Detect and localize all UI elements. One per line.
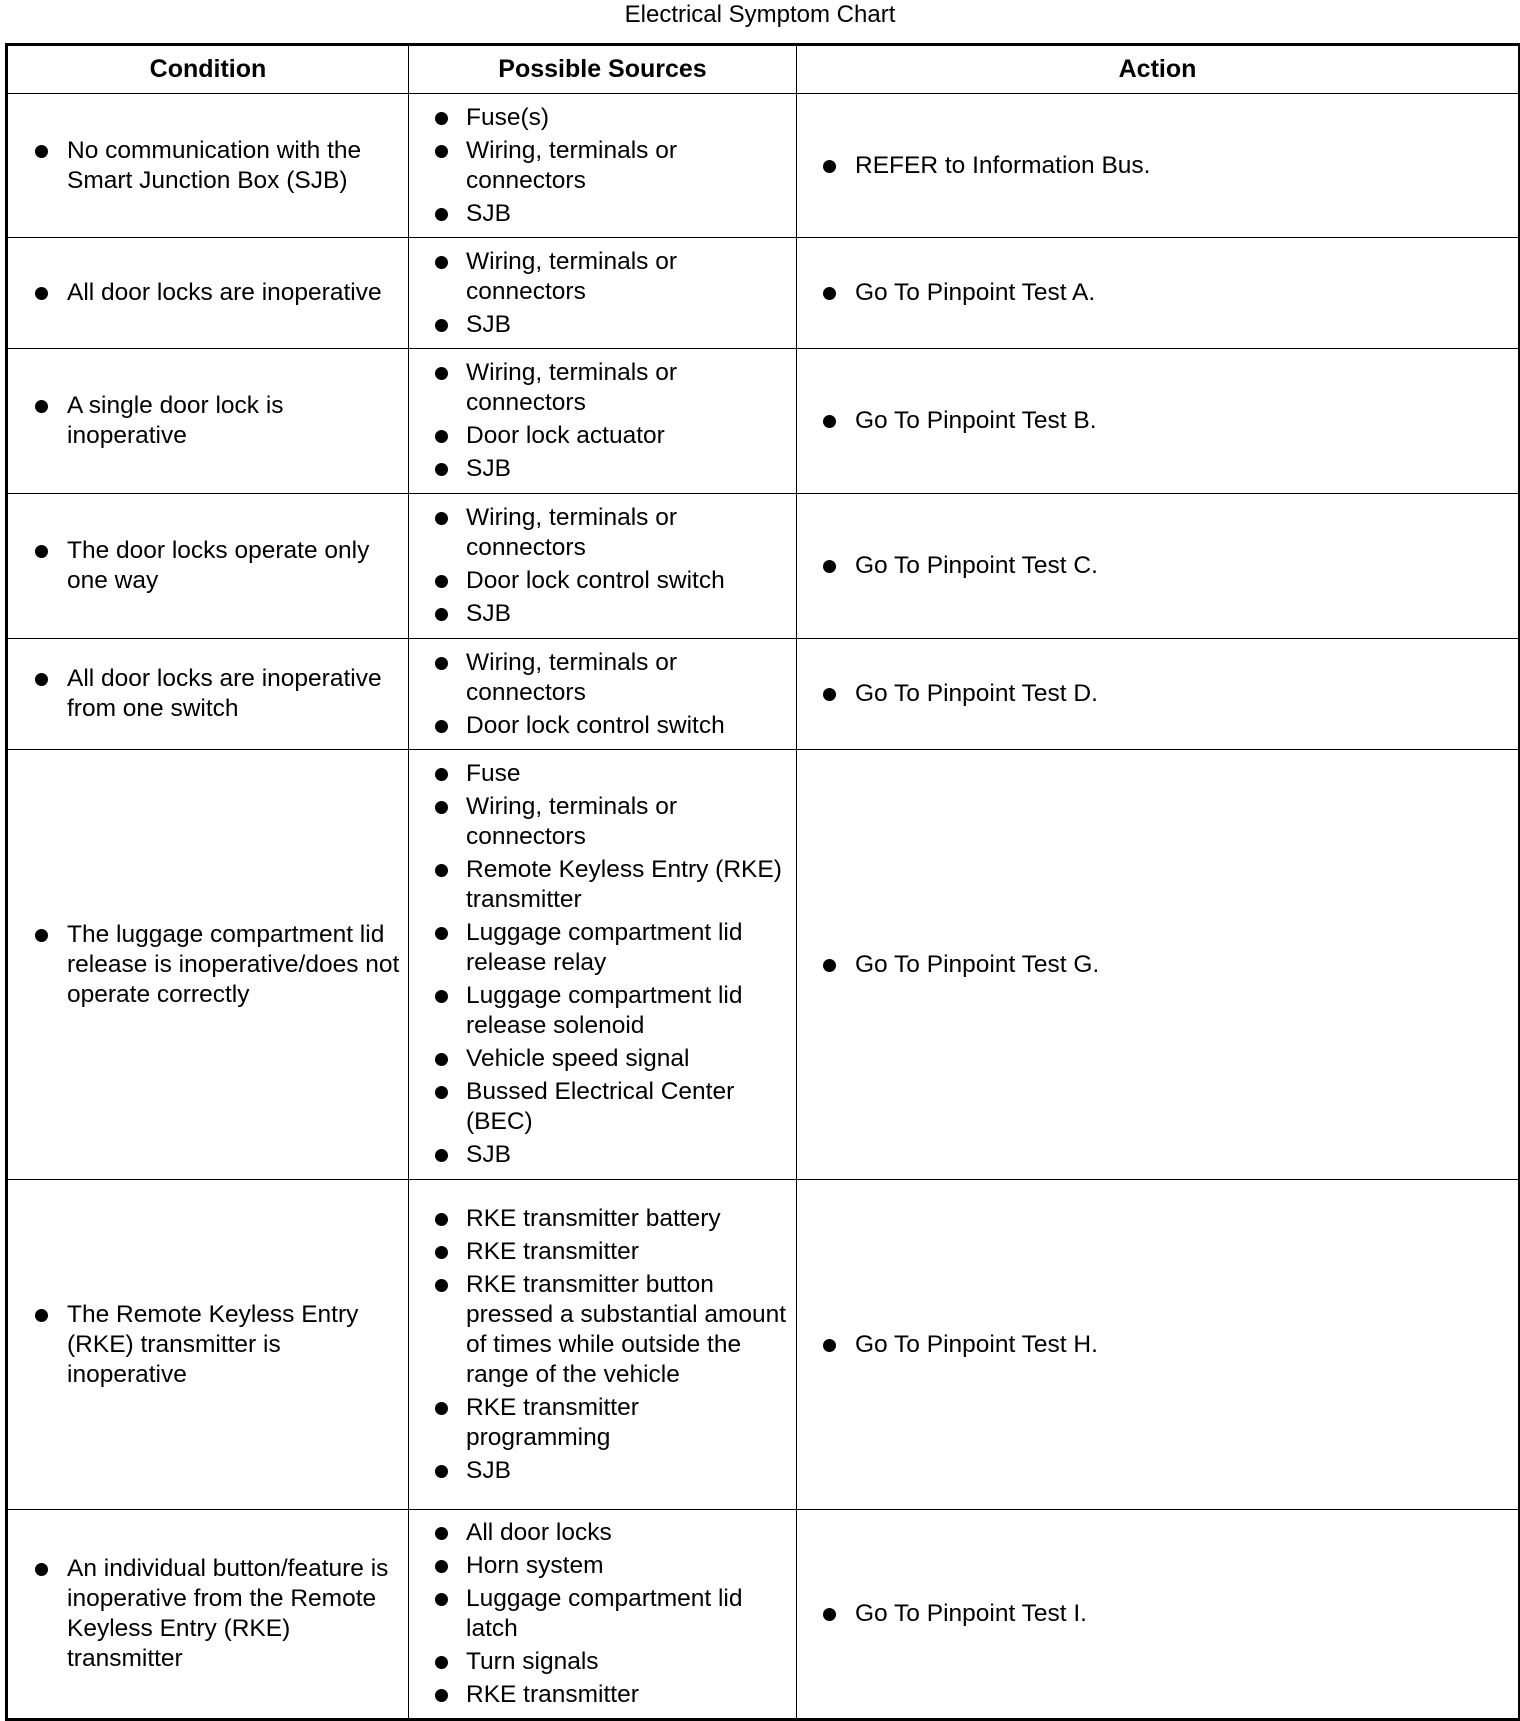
source-item: RKE transmitter: [409, 1237, 796, 1267]
symptom-table: [5, 43, 1520, 1721]
sources-cell: [409, 494, 797, 639]
source-item: Horn system: [409, 1551, 796, 1581]
action-text: Go To Pinpoint Test C.: [797, 551, 1518, 581]
condition-cell: [7, 94, 409, 238]
source-item: Fuse: [409, 759, 796, 789]
source-item: Luggage compartment lid latch: [409, 1584, 796, 1644]
header-possible-sources: Possible Sources: [409, 45, 797, 94]
action-cell: [797, 94, 1520, 238]
action-text: Go To Pinpoint Test I.: [797, 1599, 1518, 1629]
action-cell: [797, 750, 1520, 1180]
table-row: [7, 1180, 1520, 1510]
action-cell: [797, 1510, 1520, 1720]
condition-text: No communication with the Smart Junction Box (SJB): [8, 136, 408, 196]
action-cell: [797, 494, 1520, 639]
table-row: [7, 94, 1520, 238]
source-item: Wiring, terminals or connectors: [409, 503, 796, 563]
action-text: Go To Pinpoint Test D.: [797, 679, 1518, 709]
condition-cell: [7, 1180, 409, 1510]
condition-cell: [7, 349, 409, 494]
source-item: SJB: [409, 199, 796, 229]
source-item: SJB: [409, 599, 796, 629]
source-item: SJB: [409, 1140, 796, 1170]
sources-cell: [409, 94, 797, 238]
table-row: [7, 349, 1520, 494]
sources-cell: [409, 1180, 797, 1510]
source-item: SJB: [409, 454, 796, 484]
action-cell: [797, 238, 1520, 349]
condition-text: All door locks are inoperative: [8, 278, 408, 308]
action-cell: [797, 639, 1520, 750]
action-text: REFER to Information Bus.: [797, 151, 1518, 181]
condition-cell: [7, 750, 409, 1180]
source-item: RKE transmitter button pressed a substantial amount of times while outside the range of the vehicle: [409, 1270, 796, 1390]
source-item: Wiring, terminals or connectors: [409, 136, 796, 196]
table-row: [7, 1510, 1520, 1720]
source-item: All door locks: [409, 1518, 796, 1548]
source-item: Vehicle speed signal: [409, 1044, 796, 1074]
source-item: Door lock control switch: [409, 711, 796, 741]
action-text: Go To Pinpoint Test B.: [797, 406, 1518, 436]
sources-cell: [409, 750, 797, 1180]
source-item: RKE transmitter battery: [409, 1204, 796, 1234]
condition-text: The Remote Keyless Entry (RKE) transmitter is inoperative: [8, 1300, 408, 1390]
source-item: Luggage compartment lid release solenoid: [409, 981, 796, 1041]
action-text: Go To Pinpoint Test H.: [797, 1330, 1518, 1360]
condition-cell: [7, 639, 409, 750]
condition-text: The door locks operate only one way: [8, 536, 408, 596]
table-row: [7, 238, 1520, 349]
source-item: Luggage compartment lid release relay: [409, 918, 796, 978]
header-row: [7, 45, 1520, 94]
source-item: SJB: [409, 310, 796, 340]
sources-cell: [409, 1510, 797, 1720]
source-item: RKE transmitter programming: [409, 1393, 796, 1453]
condition-cell: [7, 494, 409, 639]
source-item: Bussed Electrical Center (BEC): [409, 1077, 796, 1137]
condition-text: The luggage compartment lid release is inoperative/does not operate correctly: [8, 920, 408, 1010]
source-item: Wiring, terminals or connectors: [409, 792, 796, 852]
source-item: Turn signals: [409, 1647, 796, 1677]
table-row: [7, 750, 1520, 1180]
action-cell: [797, 349, 1520, 494]
condition-text: An individual button/feature is inoperative from the Remote Keyless Entry (RKE) transmitter: [8, 1554, 408, 1674]
source-item: Remote Keyless Entry (RKE) transmitter: [409, 855, 796, 915]
source-item: Wiring, terminals or connectors: [409, 648, 796, 708]
sources-cell: [409, 349, 797, 494]
sources-cell: [409, 238, 797, 349]
table-row: [7, 639, 1520, 750]
source-item: Fuse(s): [409, 103, 796, 133]
condition-cell: [7, 238, 409, 349]
condition-text: A single door lock is inoperative: [8, 391, 408, 451]
source-item: RKE transmitter: [409, 1680, 796, 1710]
header-action: Action: [797, 45, 1520, 94]
source-item: SJB: [409, 1456, 796, 1486]
condition-text: All door locks are inoperative from one switch: [8, 664, 408, 724]
action-text: Go To Pinpoint Test G.: [797, 950, 1518, 980]
sources-cell: [409, 639, 797, 750]
source-item: Door lock control switch: [409, 566, 796, 596]
source-item: Wiring, terminals or connectors: [409, 247, 796, 307]
source-item: Door lock actuator: [409, 421, 796, 451]
table-row: [7, 494, 1520, 639]
source-item: Wiring, terminals or connectors: [409, 358, 796, 418]
action-cell: [797, 1180, 1520, 1510]
action-text: Go To Pinpoint Test A.: [797, 278, 1518, 308]
page-title: Electrical Symptom Chart: [624, 1, 896, 28]
condition-cell: [7, 1510, 409, 1720]
header-condition: Condition: [7, 45, 409, 94]
